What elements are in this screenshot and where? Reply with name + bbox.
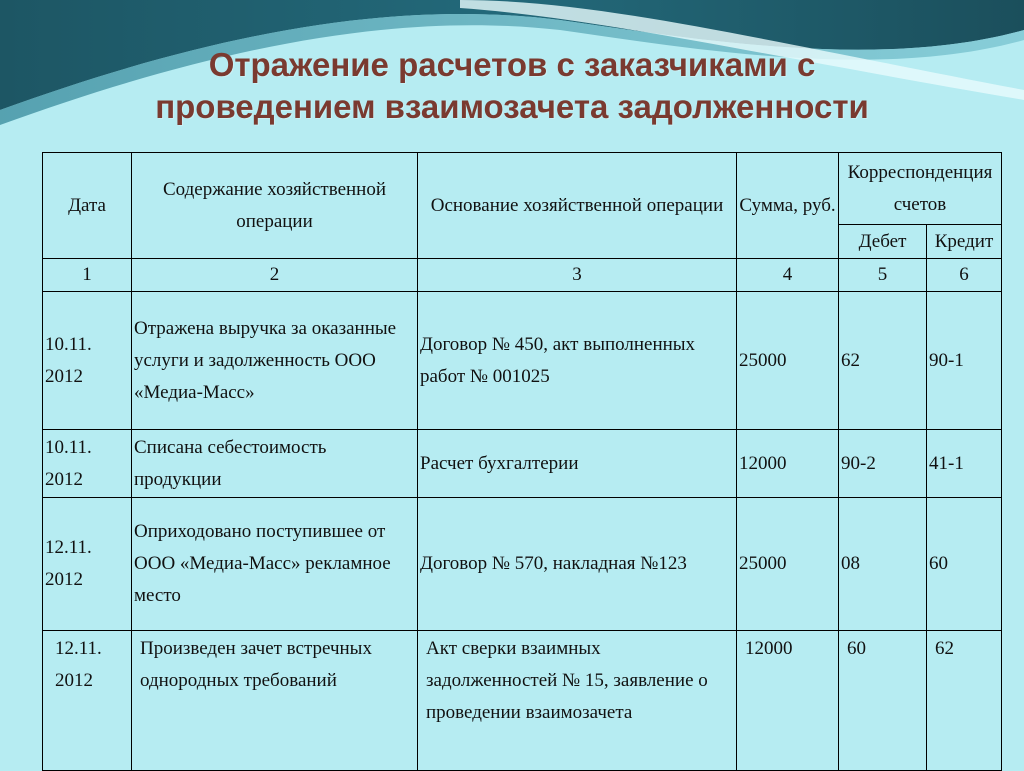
row-content: Списана себестоимость продукции — [132, 430, 418, 498]
title-line-2: проведением взаимозачета задолженности — [155, 88, 869, 125]
row-basis: Договор № 450, акт выполненных работ № 001025 — [418, 292, 737, 430]
row-date: 12.11. 2012 — [43, 498, 132, 631]
ledger-table — [42, 152, 1002, 771]
row-credit: 41-1 — [927, 430, 1002, 498]
table-row — [43, 292, 1002, 430]
page-title — [0, 44, 1024, 128]
row-credit: 60 — [927, 498, 1002, 631]
header-basis: Основание хозяйственной операции — [418, 153, 737, 259]
header-debit: Дебет — [839, 225, 927, 259]
header-content: Содержание хозяйственной операции — [132, 153, 418, 259]
row-date: 12.11. 2012 — [43, 631, 132, 771]
table-row — [43, 430, 1002, 498]
row-credit: 90-1 — [927, 292, 1002, 430]
column-numbers-row — [43, 259, 1002, 292]
row-content: Отражена выручка за оказанные услуги и задолженность ООО «Медиа-Масс» — [132, 292, 418, 430]
row-amount: 25000 — [737, 292, 839, 430]
row-debit: 90-2 — [839, 430, 927, 498]
row-debit: 08 — [839, 498, 927, 631]
column-number: 4 — [737, 259, 839, 292]
row-amount: 12000 — [737, 631, 839, 771]
column-number: 6 — [927, 259, 1002, 292]
column-number: 2 — [132, 259, 418, 292]
column-number: 5 — [839, 259, 927, 292]
header-correspondence: Корреспонденция счетов — [839, 153, 1002, 225]
row-credit: 62 — [927, 631, 1002, 771]
row-debit: 62 — [839, 292, 927, 430]
table-row — [43, 631, 1002, 771]
row-date: 10.11. 2012 — [43, 292, 132, 430]
row-basis: Расчет бухгалтерии — [418, 430, 737, 498]
column-number: 3 — [418, 259, 737, 292]
title-line-1: Отражение расчетов с заказчиками с — [208, 46, 816, 83]
header-date: Дата — [43, 153, 132, 259]
header-amount: Сумма, руб. — [737, 153, 839, 259]
row-basis: Акт сверки взаимных задолженностей № 15, заявление о проведении взаимозачета — [418, 631, 737, 771]
row-debit: 60 — [839, 631, 927, 771]
row-amount: 12000 — [737, 430, 839, 498]
row-amount: 25000 — [737, 498, 839, 631]
row-basis: Договор № 570, накладная №123 — [418, 498, 737, 631]
row-content: Произведен зачет встречных однородных требований — [132, 631, 418, 771]
table-row — [43, 498, 1002, 631]
row-content: Оприходовано поступившее от ООО «Медиа-Масс» рекламное место — [132, 498, 418, 631]
header-credit: Кредит — [927, 225, 1002, 259]
column-number: 1 — [43, 259, 132, 292]
row-date: 10.11. 2012 — [43, 430, 132, 498]
